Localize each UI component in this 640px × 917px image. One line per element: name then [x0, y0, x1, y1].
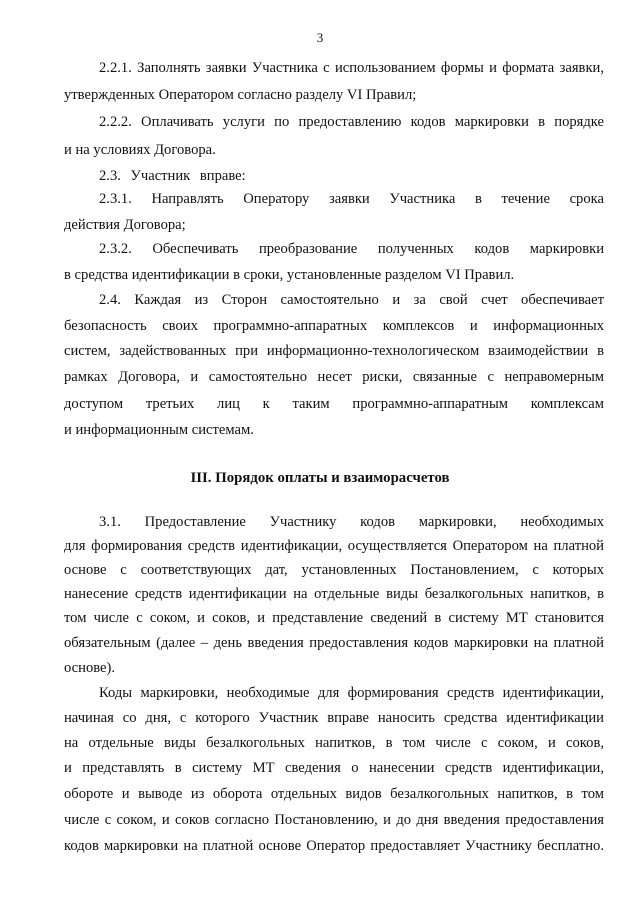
text-line: Коды маркировки, необходимые для формирования средств идентификации, — [99, 685, 604, 701]
text-line: систем, задействованных при информационно-технологическом взаимодействии в — [64, 343, 604, 359]
text-line: начиная со дня, с которого Участник вправе наносить средства идентификации — [64, 710, 604, 726]
text-line: в средства идентификации в сроки, установленные разделом VI Правил. — [64, 267, 515, 283]
text-line: и на условиях Договора. — [64, 142, 216, 158]
text-line: 2.4. Каждая из Сторон самостоятельно и за свой счет обеспечивает — [99, 292, 604, 308]
page-number: 3 — [316, 30, 324, 45]
text-line: 3.1. Предоставление Участнику кодов маркировки, необходимых — [99, 514, 604, 530]
text-line: обязательным (далее – день введения предоставления кодов маркировки на платной — [64, 635, 604, 651]
text-line: и представлять в систему МТ сведения о нанесении средств идентификации, — [64, 760, 604, 776]
text-line: безопасность своих программно-аппаратных комплексов и информационных — [64, 318, 604, 334]
text-line: рамках Договора, и самостоятельно несет риски, связанные с неправомерным — [64, 369, 604, 385]
text-line: основе с соответствующих дат, установленных Постановлением, с которых — [64, 562, 604, 578]
text-line: том числе с соком, и соков, и представление сведений в систему МТ становится — [64, 610, 604, 626]
text-line: действия Договора; — [64, 217, 186, 233]
text-line: 2.3.1. Направлять Оператору заявки Участника в течение срока — [99, 191, 604, 207]
text-line: и информационным системам. — [64, 422, 254, 438]
text-line: обороте и выводе из оборота отдельных видов безалкогольных напитков, в том — [64, 786, 604, 802]
text-line: на отдельные виды безалкогольных напитков, в том числе с соком, и соков, — [64, 735, 604, 751]
text-line: 2.3. Участник вправе: — [99, 168, 246, 184]
text-line: числе с соком, и соков согласно Постановлению, и до дня введения предоставления — [64, 812, 604, 828]
text-line: основе). — [64, 660, 116, 676]
text-line: утвержденных Оператором согласно разделу VI Правил; — [64, 87, 417, 103]
text-line: 2.2.1. Заполнять заявки Участника с использованием формы и формата заявки, — [99, 60, 604, 76]
text-line: доступом третьих лиц к таким программно-аппаратным комплексам — [64, 396, 604, 412]
text-line: кодов маркировки на платной основе Оператор предоставляет Участнику бесплатно. — [64, 838, 604, 854]
text-line: для формирования средств идентификации, осуществляется Оператором на платной — [64, 538, 604, 554]
text-line: 2.3.2. Обеспечивать преобразование полученных кодов маркировки — [99, 241, 604, 257]
section-heading: III. Порядок оплаты и взаиморасчетов — [190, 470, 450, 486]
text-line: нанесение средств идентификации на отдельные виды безалкогольных напитков, в — [64, 586, 604, 602]
text-line: 2.2.2. Оплачивать услуги по предоставлению кодов маркировки в порядке — [99, 114, 604, 130]
